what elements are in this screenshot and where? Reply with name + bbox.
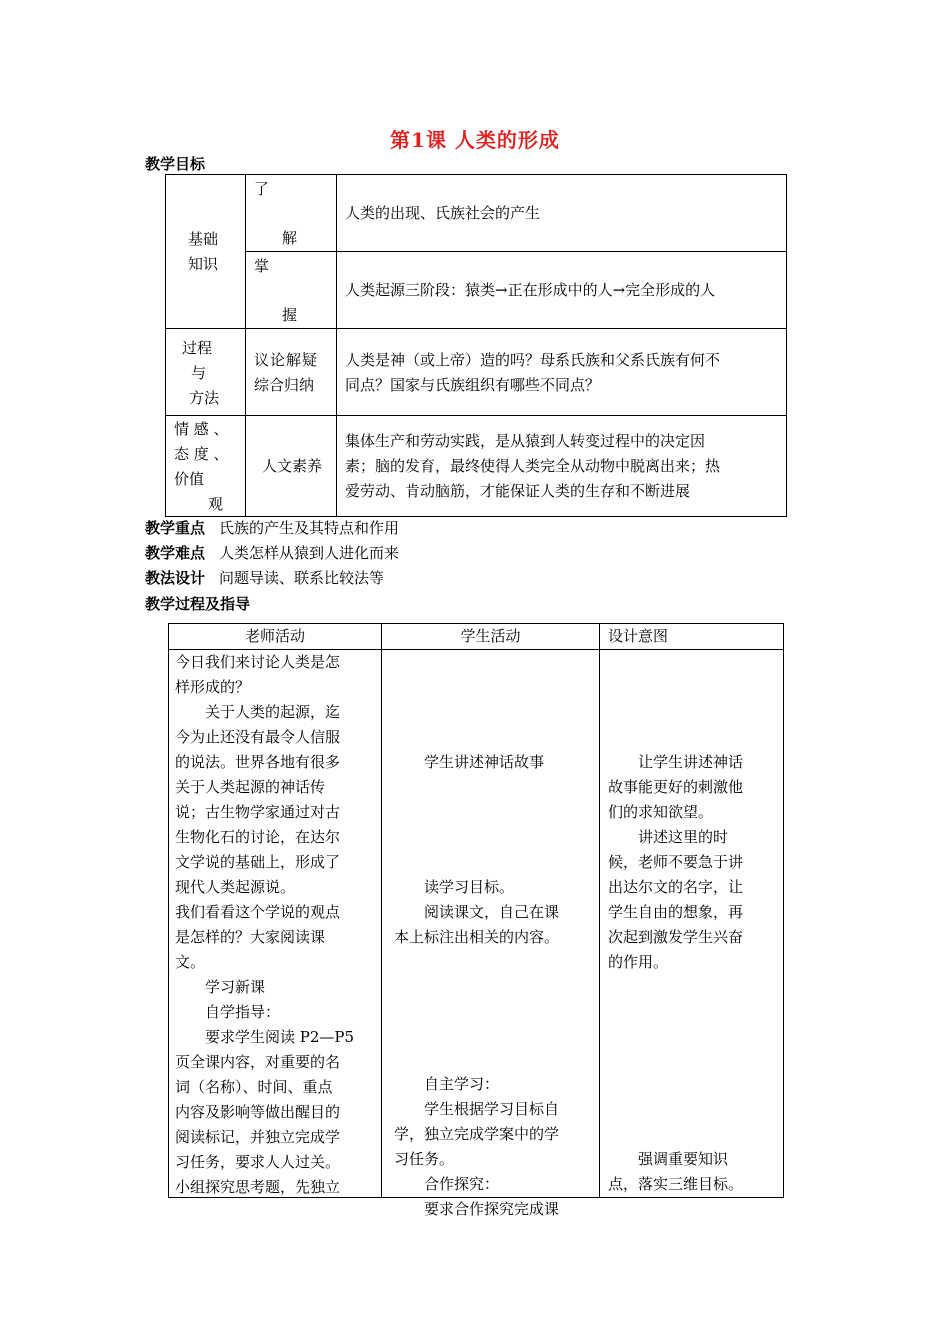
student-activity-cell [382, 650, 600, 1218]
teacher-line: 要求学生阅读 P2—P5 [175, 1028, 355, 1046]
emotion-content-cell [337, 416, 787, 517]
method-design-line [145, 567, 384, 588]
master-label-bottom: 握 [282, 306, 298, 324]
process-content-line: 同点？国家与氏族组织有哪些不同点？ [345, 376, 601, 394]
teacher-line: 的说法。世界各地有很多 [175, 753, 341, 771]
teacher-line: 今日我们来讨论人类是怎 [175, 653, 341, 671]
method-design-text: 问题导读、联系比较法等 [219, 569, 385, 587]
teacher-line: 内容及影响等做出醒目的 [175, 1103, 341, 1121]
difficulty-label: 教学难点 [145, 544, 206, 562]
page-title: 第1课 人类的形成 [390, 128, 560, 152]
basic-category-line: 知识 [188, 255, 219, 273]
teacher-line: 现代人类起源说。 [175, 878, 296, 896]
teacher-line: 样形成的？ [175, 678, 251, 696]
intent-line: 出达尔文的名字，让 [608, 878, 744, 896]
key-point-label: 教学重点 [145, 519, 206, 537]
process-category-line: 方法 [189, 389, 220, 407]
teacher-line: 学习新课 [175, 978, 266, 996]
basic-category-cell [166, 175, 246, 329]
master-label-top: 掌 [254, 257, 270, 275]
emotion-category-line: 情 感 、 [174, 420, 229, 438]
teacher-line: 词（名称）、时间、重点 [175, 1078, 333, 1096]
teacher-line: 文学说的基础上，形成了 [175, 853, 341, 871]
student-line: 合作探究： [394, 1175, 500, 1193]
understand-content: 人类的出现、氏族社会的产生 [345, 204, 541, 222]
process-method-line: 议论解疑 [254, 351, 319, 369]
process-method-cell [246, 329, 337, 416]
intent-line: 们的求知欲望。 [608, 803, 714, 821]
student-line: 学，独立完成学案中的学 [394, 1125, 560, 1143]
method-design-label: 教法设计 [145, 569, 206, 587]
process-category-line: 与 [191, 364, 207, 382]
emotion-category-line: 价值 [174, 470, 205, 488]
teacher-line: 生物化石的讨论，在达尔 [175, 828, 341, 846]
master-label-cell [246, 252, 337, 329]
process-method-line: 综合归纳 [254, 376, 315, 394]
header-intent: 设计意图 [600, 624, 784, 650]
key-point-text: 氏族的产生及其特点和作用 [219, 519, 400, 537]
intent-line: 强调重要知识 [608, 1150, 729, 1168]
difficulty-text: 人类怎样从猿到人进化而来 [219, 544, 400, 562]
student-line: 读学习目标。 [394, 878, 515, 896]
master-content: 人类起源三阶段：猿类→正在形成中的人→完全形成的人 [345, 281, 716, 299]
emotion-content-line: 素；脑的发育，最终使得人类完全从动物中脱离出来；热 [345, 457, 721, 475]
intent-line: 让学生讲述神话 [608, 753, 744, 771]
student-line: 阅读课文，自己在课 [394, 903, 560, 921]
header-student: 学生活动 [382, 624, 600, 650]
emotion-category-line: 态 度 、 [174, 445, 229, 463]
goals-table [165, 174, 787, 517]
teacher-line: 自学指导： [175, 1003, 281, 1021]
intent-line: 的作用。 [608, 953, 669, 971]
teacher-line: 习任务，要求人人过关。 [175, 1153, 341, 1171]
student-line: 学生讲述神话故事 [394, 753, 545, 771]
process-table [168, 623, 784, 1218]
teacher-line: 我们看看这个学说的观点 [175, 903, 341, 921]
goals-heading: 教学目标 [145, 155, 206, 173]
emotion-content-line: 爱劳动、肯动脑筋，才能保证人类的生存和不断进展 [345, 482, 691, 500]
student-line: 习任务。 [394, 1150, 455, 1168]
student-line: 学生根据学习目标自 [394, 1100, 560, 1118]
student-line: 本上标注出相关的内容。 [394, 928, 560, 946]
process-content-cell [337, 329, 787, 416]
intent-line: 点，落实三维目标。 [608, 1175, 744, 1193]
student-line: 要求合作探究完成课 [394, 1200, 560, 1218]
process-category-line: 过程 [182, 339, 213, 357]
intent-line: 次起到激发学生兴奋 [608, 928, 744, 946]
teacher-line: 关于人类起源的神话传 [175, 778, 326, 796]
teacher-activity-text [175, 650, 354, 1200]
teacher-line: 小组探究思考题，先独立 [175, 1178, 341, 1196]
header-teacher: 老师活动 [169, 624, 382, 650]
design-intent-cell [600, 650, 784, 1198]
master-content-cell [337, 252, 787, 329]
understand-label-top: 了 [254, 180, 270, 198]
emotion-method-cell [246, 416, 337, 517]
teacher-line: 页全课内容，对重要的名 [175, 1053, 341, 1071]
intent-line: 故事能更好的刺激他 [608, 778, 744, 796]
basic-category-line: 基础 [188, 230, 219, 248]
teacher-line: 文。 [175, 953, 206, 971]
emotion-category-line: 观 [208, 495, 224, 513]
understand-label-bottom: 解 [282, 229, 298, 247]
understand-label-cell [246, 175, 337, 252]
understand-content-cell [337, 175, 787, 252]
teacher-line: 说；古生物学家通过对古 [175, 803, 341, 821]
process-content-line: 人类是神（或上帝）造的吗？母系氏族和父系氏族有何不 [345, 351, 721, 369]
emotion-content-line: 集体生产和劳动实践，是从猿到人转变过程中的决定因 [345, 432, 706, 450]
intent-line: 学生自由的想象，再 [608, 903, 744, 921]
intent-line: 讲述这里的时 [608, 828, 729, 846]
teacher-line: 今为止还没有最令人信服 [175, 728, 341, 746]
teacher-activity-cell [169, 650, 382, 1198]
teacher-line: 是怎样的？大家阅读课 [175, 928, 326, 946]
key-point-line [145, 517, 399, 538]
student-line: 自主学习： [394, 1075, 500, 1093]
teacher-line: 关于人类的起源，迄 [175, 703, 341, 721]
difficulty-line [145, 542, 399, 563]
emotion-method: 人文素养 [262, 457, 323, 475]
emotion-category-cell [166, 416, 246, 517]
teacher-line: 阅读标记，并独立完成学 [175, 1128, 341, 1146]
process-heading: 教学过程及指导 [145, 595, 251, 613]
process-category-cell [166, 329, 246, 416]
intent-line: 候，老师不要急于讲 [608, 853, 744, 871]
